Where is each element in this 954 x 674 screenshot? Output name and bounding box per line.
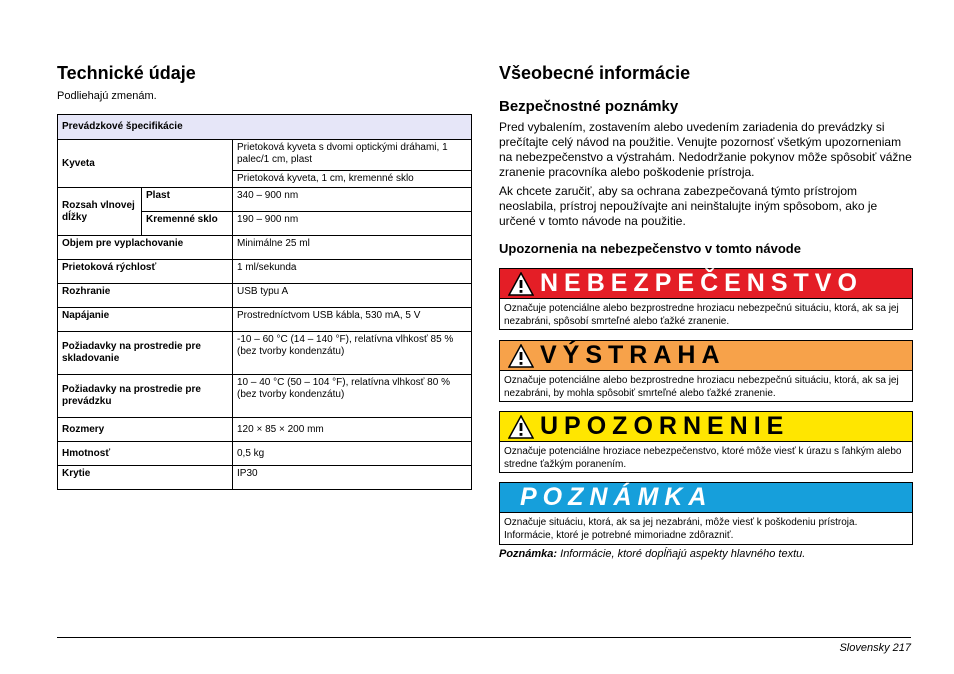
section-title-general: Všeobecné informácie <box>499 63 691 83</box>
warning-description: Označuje potenciálne alebo bezprostredne hroziacu nebezpečnú situáciu, ktorá, ak sa jej nezabráni, by mohla spôsobiť smrteľné alebo ťažké zranenie. <box>499 371 913 402</box>
table-row <box>58 260 472 284</box>
row-value: Prietoková kyveta, 1 cm, kremenné sklo <box>233 171 472 188</box>
row-label: Požiadavky na prostredie pre prevádzku <box>58 375 233 418</box>
row-value: 120 × 85 × 200 mm <box>233 418 472 442</box>
danger-banner <box>499 268 913 299</box>
section-title-technical: Technické údaje <box>57 63 196 83</box>
hazard-info-heading: Upozornenia na nebezpečenstvo v tomto návode <box>499 241 801 256</box>
table-header-row <box>58 115 472 140</box>
safety-paragraph-2: Ak chcete zaručiť, aby sa ochrana zabezpečovaná týmto prístrojom neoslabila, prístroj nepoužívajte ani neinštalujte iným spôsobom, ako je určené v tomto návode na použitie. <box>499 184 878 228</box>
table-row <box>58 332 472 375</box>
row-label: Rozsah vlnovej dĺžky <box>58 188 142 236</box>
table-row <box>58 284 472 308</box>
table-row <box>58 308 472 332</box>
row-value: Prostredníctvom USB kábla, 530 mA, 5 V <box>233 308 472 332</box>
warning-label: VÝSTRAHA <box>540 341 726 369</box>
danger-description: Označuje potenciálne alebo bezprostredne hroziacu nebezpečnú situáciu, ktorá, ak sa jej nezabráni, spôsobí smrteľné alebo ťažké zranenie. <box>499 299 913 330</box>
row-sublabel: Kremenné sklo <box>142 212 233 236</box>
table-row <box>58 236 472 260</box>
row-value: 340 – 900 nm <box>233 188 472 212</box>
danger-label: NEBEZPEČENSTVO <box>540 269 863 297</box>
row-label: Prietoková rýchlosť <box>58 260 233 284</box>
row-value: 0,5 kg <box>233 442 472 466</box>
caution-description: Označuje potenciálne hroziace nebezpečenstvo, ktoré môže viesť k úrazu s ľahkým alebo stredne ťažkým poranením. <box>499 442 913 473</box>
row-label: Hmotnosť <box>58 442 233 466</box>
row-value: Minimálne 25 ml <box>233 236 472 260</box>
row-value: USB typu A <box>233 284 472 308</box>
table-row <box>58 140 472 171</box>
warning-triangle-icon <box>508 272 534 296</box>
warning-banner <box>499 340 913 371</box>
row-value: 1 ml/sekunda <box>233 260 472 284</box>
subject-to-change-note: Podliehajú zmenám. <box>57 90 157 102</box>
row-label: Krytie <box>58 466 233 490</box>
note-line <box>499 548 805 560</box>
safety-notes-heading: Bezpečnostné poznámky <box>499 98 679 115</box>
row-value: 190 – 900 nm <box>233 212 472 236</box>
table-row <box>58 375 472 418</box>
notice-label: POZNÁMKA <box>520 483 713 511</box>
page-footer: Slovensky 217 <box>839 642 911 654</box>
footer-divider <box>57 637 911 638</box>
row-label: Požiadavky na prostredie pre skladovanie <box>58 332 233 375</box>
notice-panel <box>499 482 913 545</box>
caution-panel <box>499 411 913 473</box>
specifications-table <box>57 114 472 490</box>
danger-panel <box>499 268 913 330</box>
row-label: Rozhranie <box>58 284 233 308</box>
caution-label: UPOZORNENIE <box>540 412 790 440</box>
note-label: Poznámka: <box>499 548 558 560</box>
note-text: Informácie, ktoré dopĺňajú aspekty hlavného textu. <box>557 548 806 560</box>
row-label: Objem pre vyplachovanie <box>58 236 233 260</box>
caution-banner <box>499 411 913 442</box>
row-value: 10 – 40 °C (50 – 104 °F), relatívna vlhkosť 80 % (bez tvorby kondenzátu) <box>233 375 472 418</box>
table-header: Prevádzkové špecifikácie <box>58 115 472 140</box>
table-row <box>58 188 472 212</box>
notice-banner <box>499 482 913 513</box>
row-value: IP30 <box>233 466 472 490</box>
row-label: Rozmery <box>58 418 233 442</box>
table-row <box>58 466 472 490</box>
row-label: Kyveta <box>58 140 233 188</box>
row-label: Napájanie <box>58 308 233 332</box>
table-row <box>58 442 472 466</box>
warning-panel <box>499 340 913 402</box>
row-value: -10 – 60 °C (14 – 140 °F), relatívna vlhkosť 85 % (bez tvorby kondenzátu) <box>233 332 472 375</box>
safety-paragraph-1: Pred vybalením, zostavením alebo uvedením zariadenia do prevádzky si prečítajte celý návod na použitie. Venujte pozornosť všetkým upozorneniam na nebezpečenstvo a výstrahám. Nedodržanie pokynov môže spôsobiť vážne zranenie pracovníka alebo poškodenie prístroja. <box>499 120 912 179</box>
notice-description: Označuje situáciu, ktorá, ak sa jej nezabráni, môže viesť k poškodeniu prístroja. Informácie, ktoré je potrebné mimoriadne zdôrazniť. <box>499 513 913 545</box>
row-value: Prietoková kyveta s dvomi optickými dráhami, 1 palec/1 cm, plast <box>233 140 472 171</box>
table-row <box>58 418 472 442</box>
warning-triangle-icon <box>508 344 534 368</box>
row-sublabel: Plast <box>142 188 233 212</box>
warning-triangle-icon <box>508 415 534 439</box>
